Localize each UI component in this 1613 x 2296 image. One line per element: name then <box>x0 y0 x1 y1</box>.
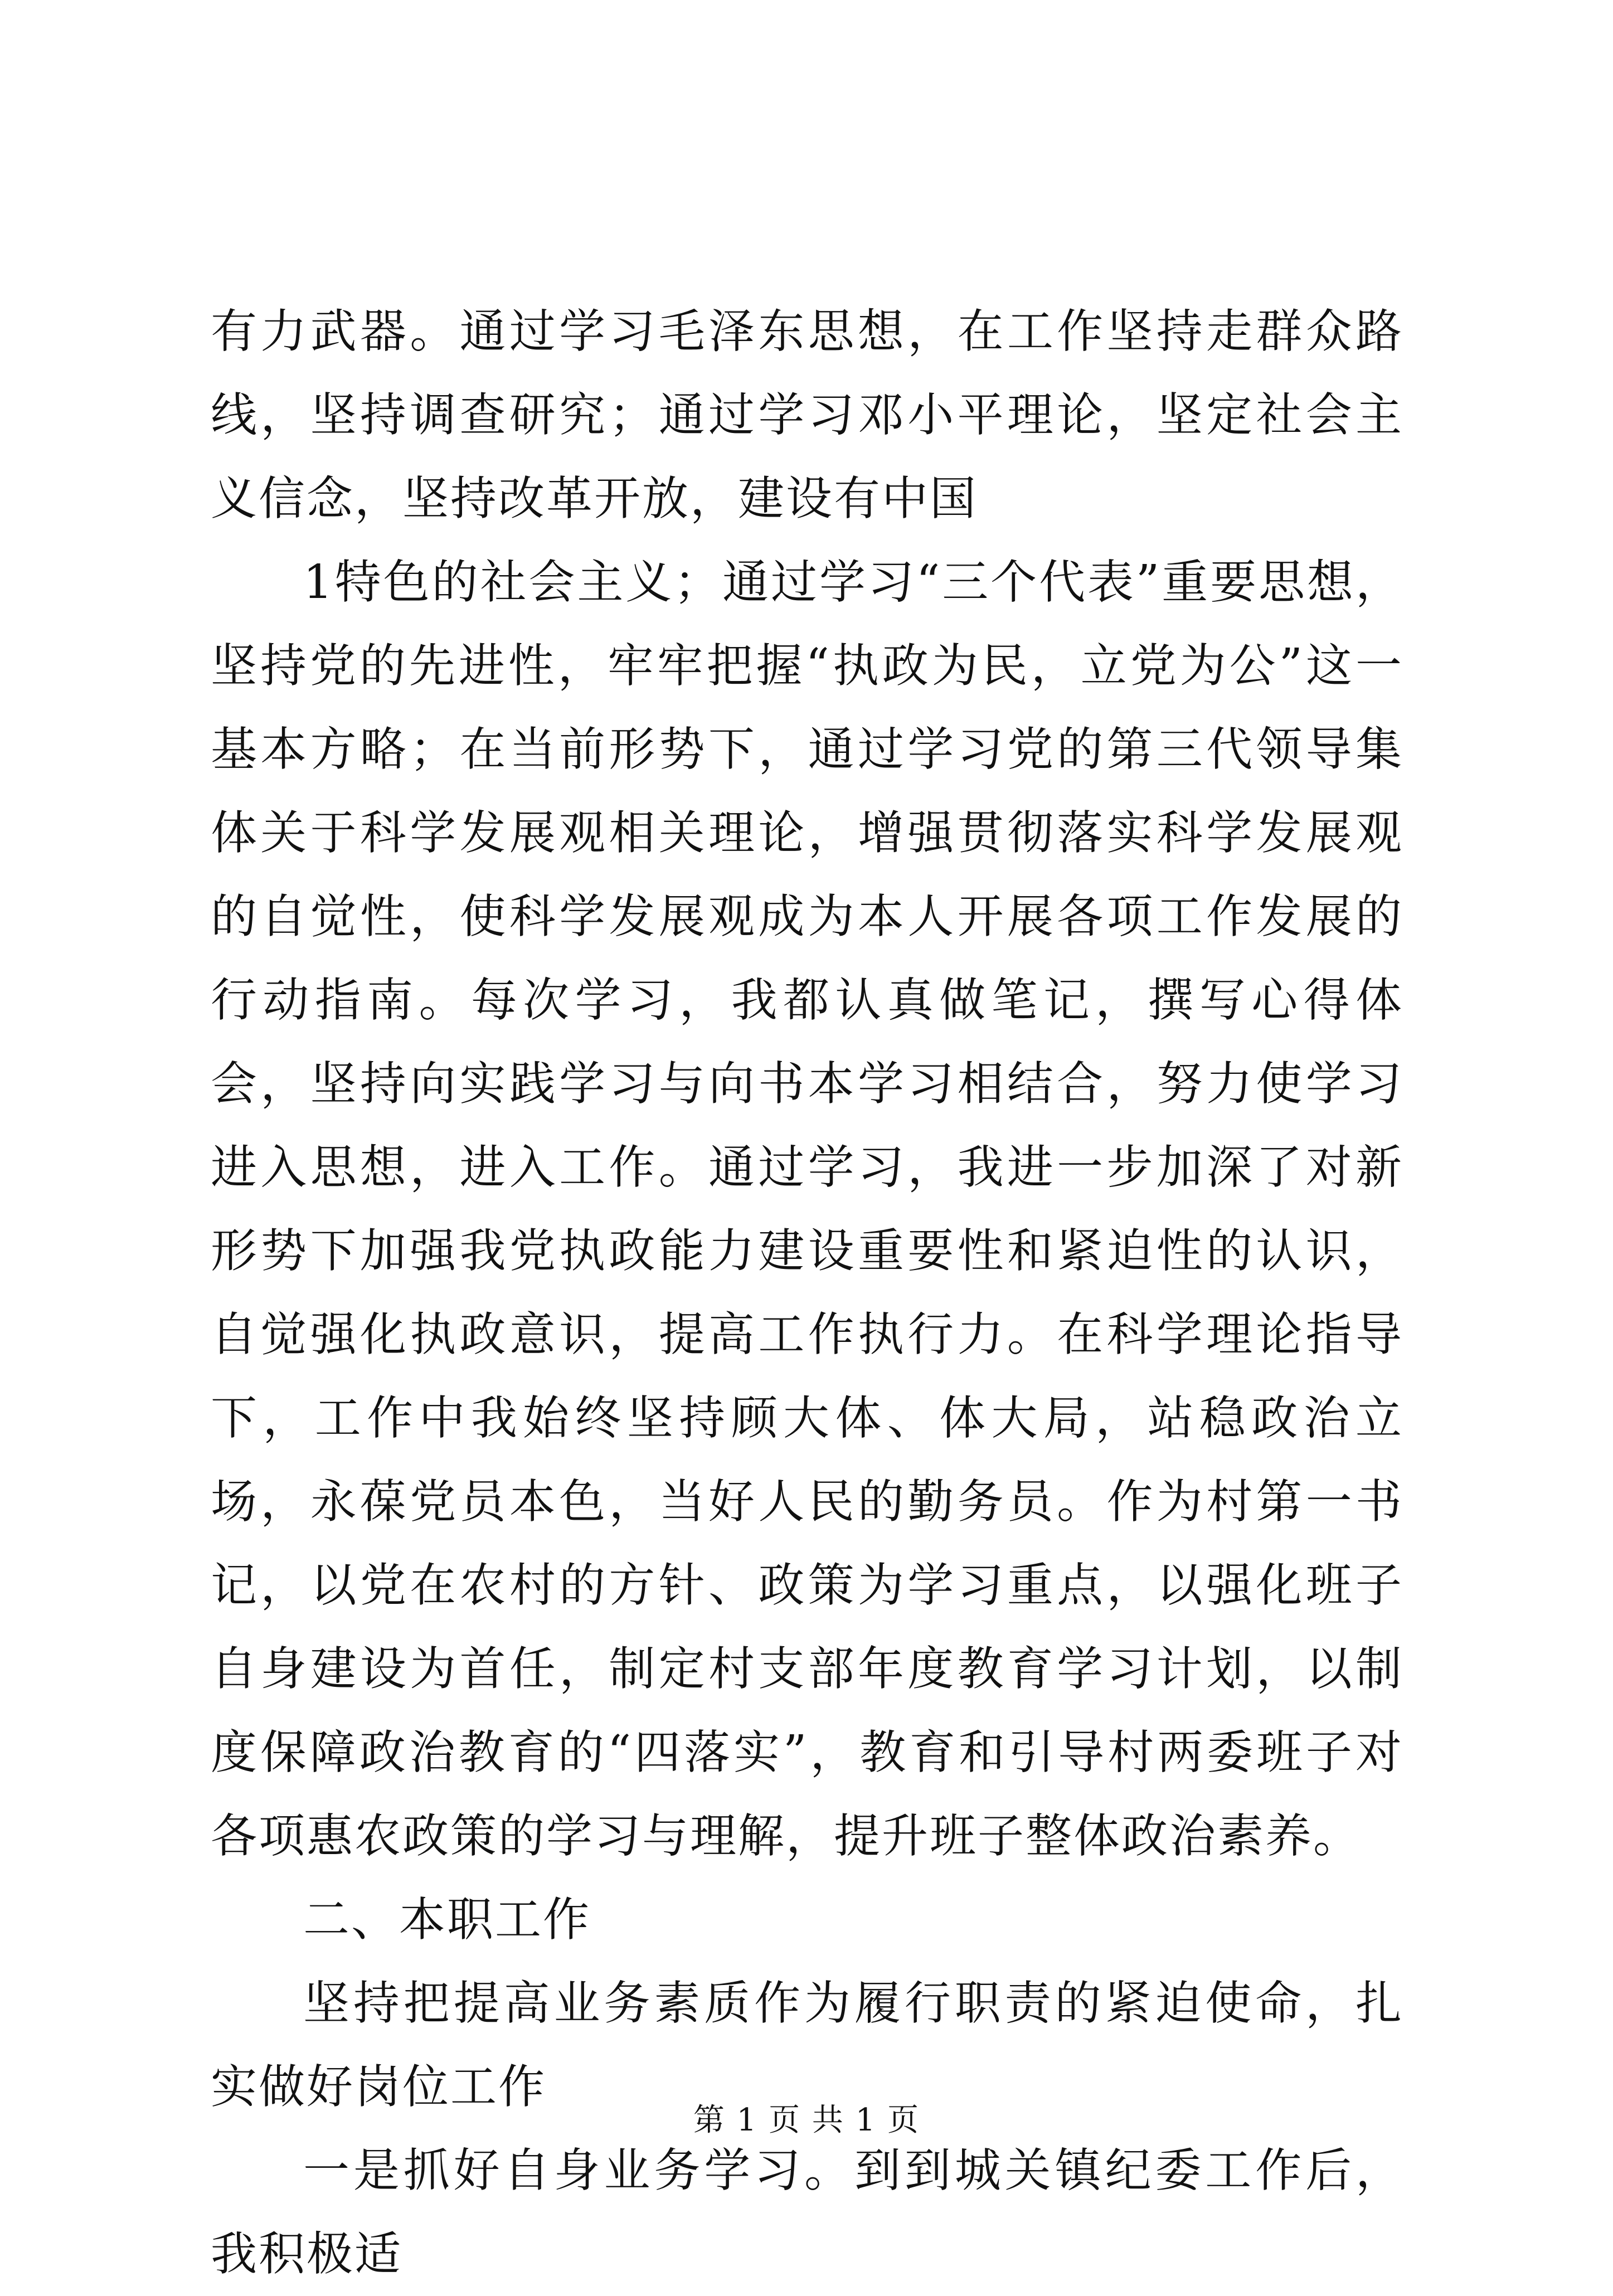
section-heading: 二、本职工作 <box>303 1893 591 1947</box>
paragraph-2: 1特色的社会主义；通过学习“三个代表”重要思想，坚持党的先进性，牢牢把握“执政为民，立党为公”这一基本方略；在当前形势下，通过学习党的第三代领导集体关于科学发展观相关理论，增强贯彻落实科学发展观的自觉性，使科学发展观成为本人开展各项工作发展的行动指南。每次学习，我都认真做笔记，撰写心得体会，坚持向实践学习与向书本学习相结合，努力使学习进入思想，进入工作。通过学习，我进一步加深了对新形势下加强我党执政能力建设重要性和紧迫性的认识，自觉强化执政意识，提高工作执行力。在科学理论指导下，工作中我始终坚持顾大体、体大局，站稳政治立场，永葆党员本色，当好人民的勤务员。作为村第一书记，以党在农村的方针、政策为学习重点，以强化班子自身建设为首任，制定村支部年度教育学习计划，以制度保障政治教育的“四落实”，教育和引导村两委班子对各项惠农政策的学习与理解，提升班子整体政治素养。 <box>211 555 1403 1863</box>
paragraph-1: 有力武器。通过学习毛泽东思想，在工作坚持走群众路线，坚持调查研究；通过学习邓小平理论，坚定社会主义信念，坚持改革开放，建设有中国 <box>211 304 1403 526</box>
paragraph-3: 坚持把提高业务素质作为履行职责的紧迫使命，扎实做好岗位工作 <box>211 1976 1403 2114</box>
document-body <box>211 290 1403 2296</box>
page-number-footer: 第 1 页 共 1 页 <box>693 2102 920 2138</box>
paragraph-4: 一是抓好自身业务学习。到到城关镇纪委工作后，我积极适 <box>211 2143 1403 2281</box>
